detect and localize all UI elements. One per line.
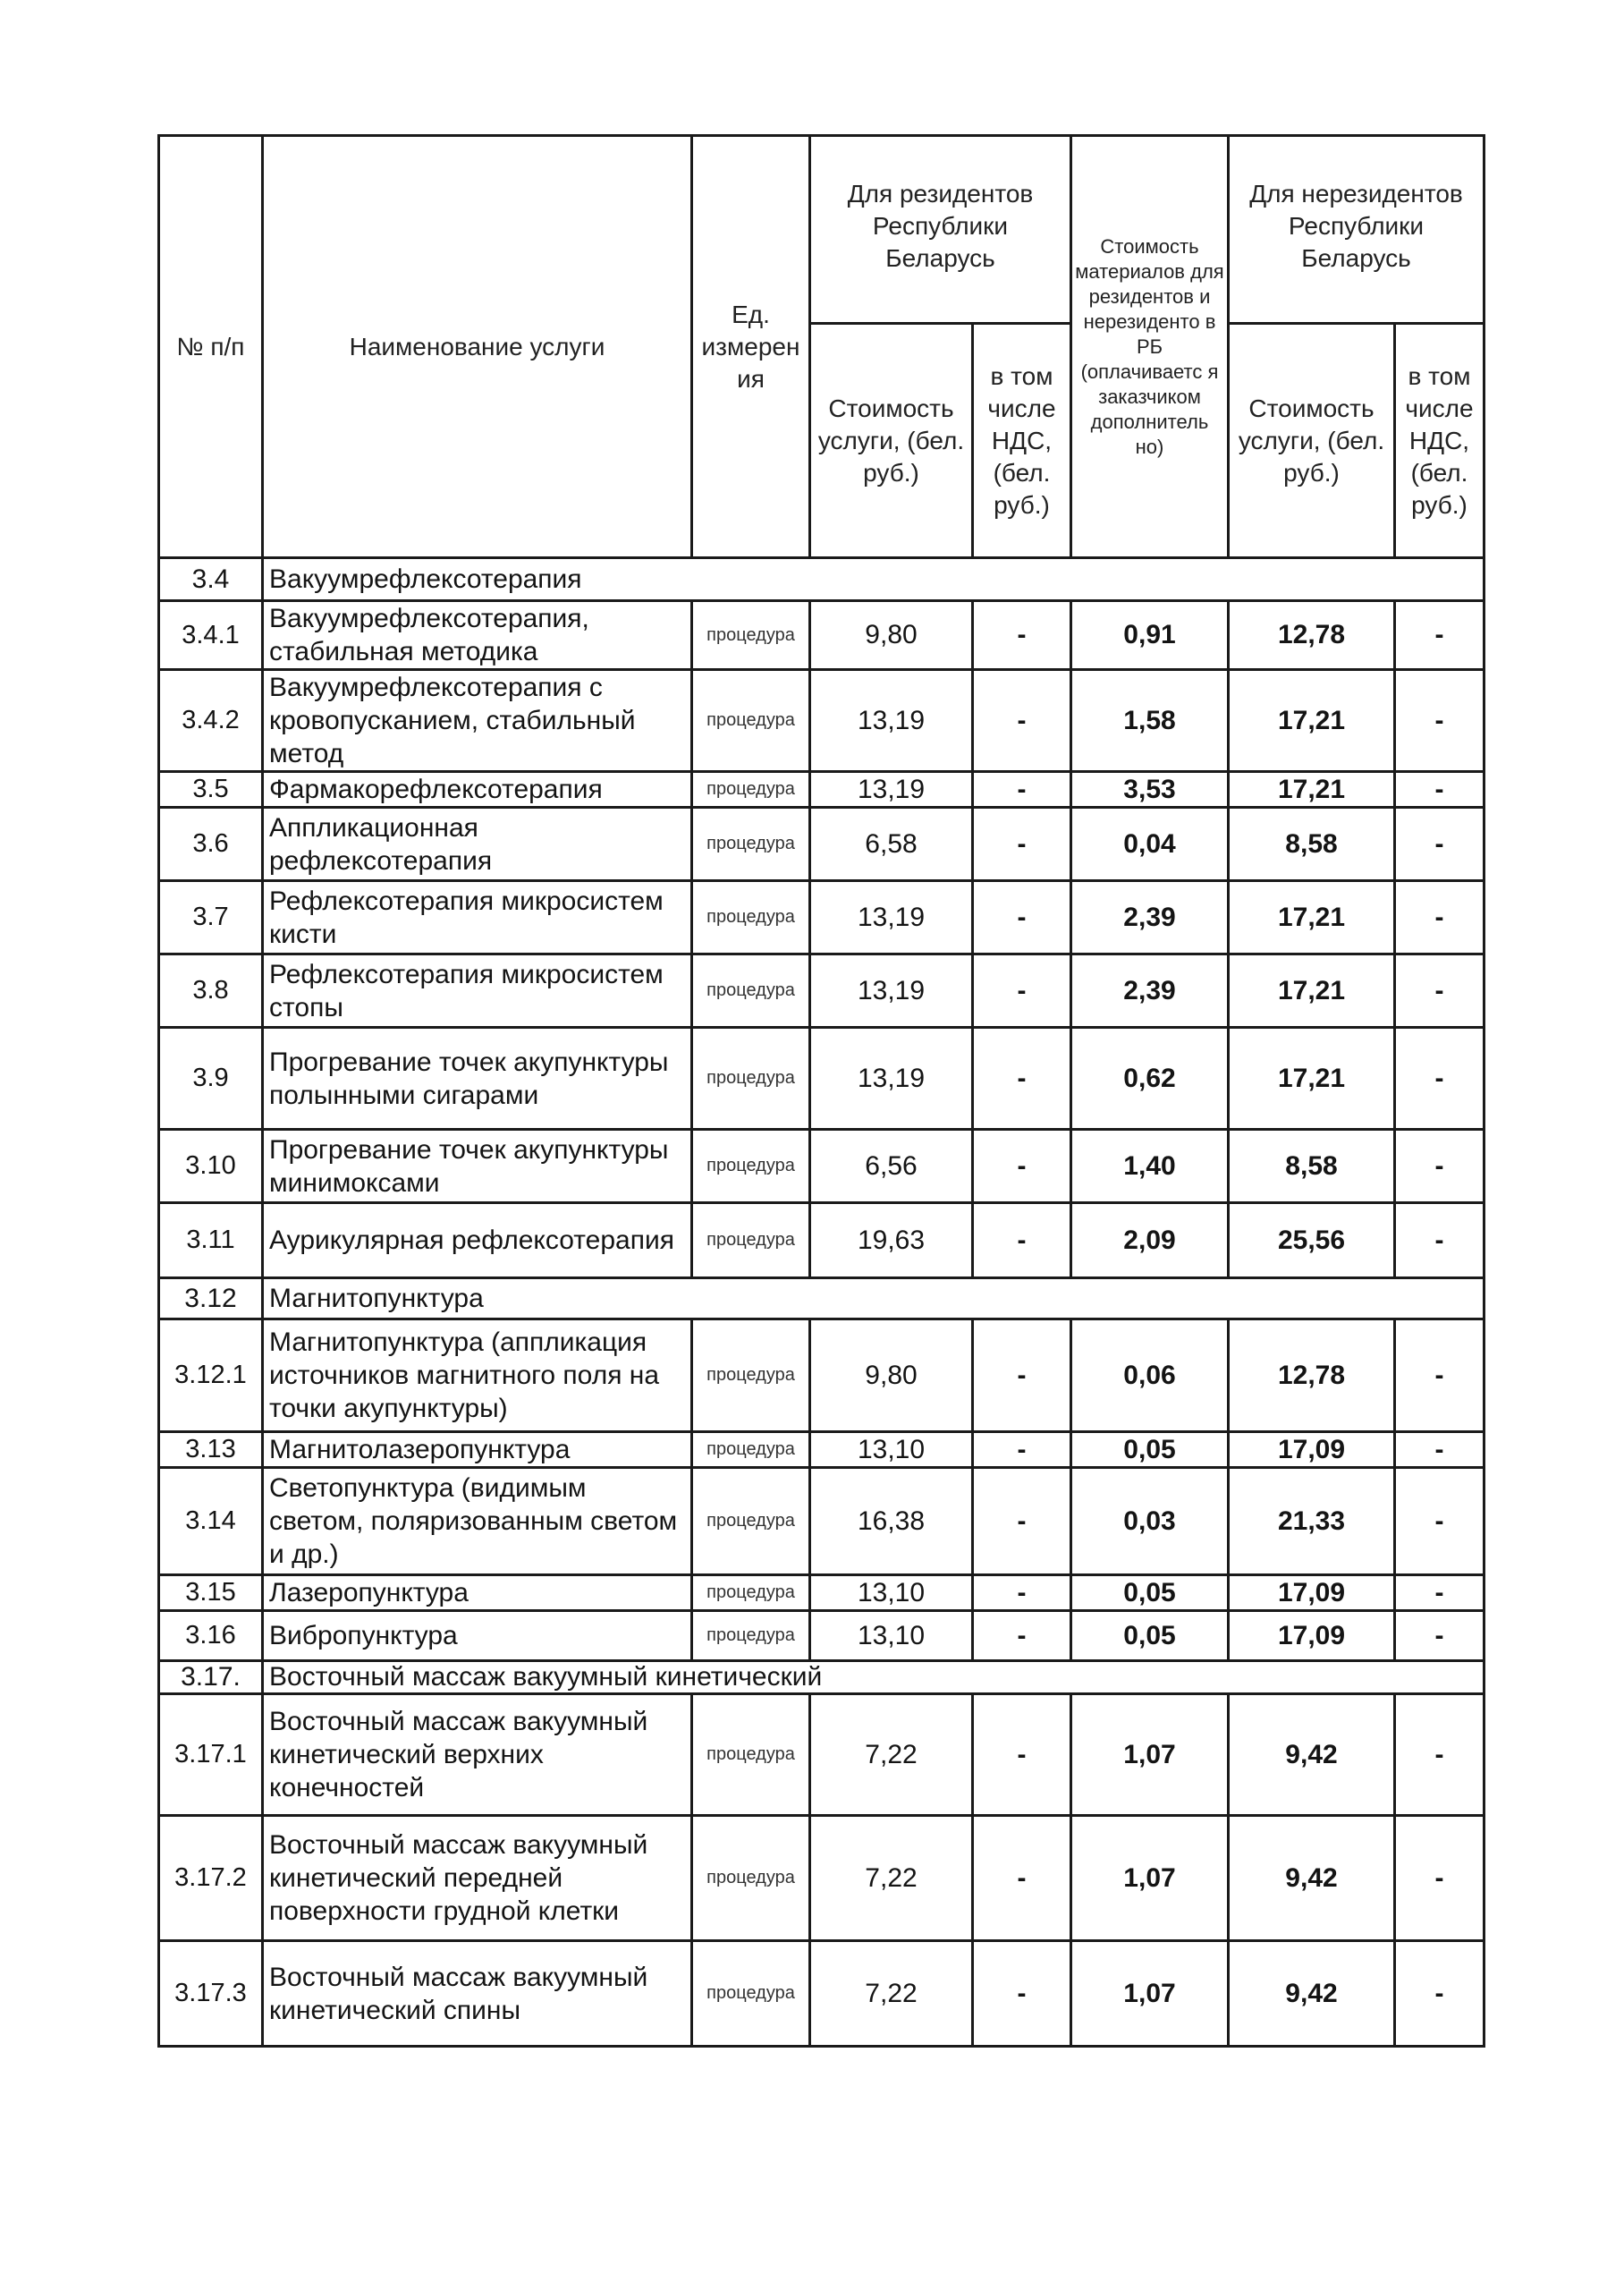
unit-cell: процедура xyxy=(692,954,810,1028)
price-cell: 9,80 xyxy=(810,1319,973,1432)
service-name: Светопунктура (видимым светом, поляризованным светом и др.) xyxy=(263,1468,692,1575)
materials-cell: 2,39 xyxy=(1071,881,1229,954)
vat-nonresident-cell: - xyxy=(1395,1611,1484,1661)
vat-nonresident-cell: - xyxy=(1395,1319,1484,1432)
vat-nonresident-cell: - xyxy=(1395,601,1484,670)
materials-cell: 1,07 xyxy=(1071,1694,1229,1816)
unit-cell: процедура xyxy=(692,1694,810,1816)
price-nonresident-cell: 25,56 xyxy=(1229,1203,1395,1278)
service-name: Рефлексотерапия микросистем кисти xyxy=(263,881,692,954)
price-cell: 13,10 xyxy=(810,1432,973,1468)
vat-nonresident-cell: - xyxy=(1395,1816,1484,1941)
price-nonresident-cell: 9,42 xyxy=(1229,1941,1395,2047)
price-cell: 6,58 xyxy=(810,808,973,881)
price-nonresident-cell: 9,42 xyxy=(1229,1694,1395,1816)
row-num: 3.11 xyxy=(159,1203,263,1278)
service-name: Восточный массаж вакуумный кинетический передней поверхности грудной клетки xyxy=(263,1816,692,1941)
vat-nonresident-cell: - xyxy=(1395,1203,1484,1278)
service-name: Восточный массаж вакуумный кинетический верхних конечностей xyxy=(263,1694,692,1816)
vat-cell: - xyxy=(973,1319,1071,1432)
vat-cell: - xyxy=(973,1941,1071,2047)
service-name: Восточный массаж вакуумный кинетический спины xyxy=(263,1941,692,2047)
price-nonresident-cell: 17,21 xyxy=(1229,881,1395,954)
vat-cell: - xyxy=(973,1575,1071,1611)
table-row xyxy=(159,772,1484,808)
price-cell: 16,38 xyxy=(810,1468,973,1575)
col-header-cost-nr: Стоимость услуги, (бел. руб.) xyxy=(1229,324,1395,558)
unit-cell: процедура xyxy=(692,1816,810,1941)
table-row xyxy=(159,1130,1484,1203)
materials-cell: 1,07 xyxy=(1071,1816,1229,1941)
price-nonresident-cell: 12,78 xyxy=(1229,601,1395,670)
vat-cell: - xyxy=(973,670,1071,772)
price-nonresident-cell: 17,09 xyxy=(1229,1575,1395,1611)
price-nonresident-cell: 17,21 xyxy=(1229,670,1395,772)
service-name: Прогревание точек акупунктуры минимоксами xyxy=(263,1130,692,1203)
table-row xyxy=(159,670,1484,772)
row-num: 3.6 xyxy=(159,808,263,881)
unit-cell: процедура xyxy=(692,1028,810,1130)
materials-cell: 0,91 xyxy=(1071,601,1229,670)
vat-cell: - xyxy=(973,601,1071,670)
vat-cell: - xyxy=(973,881,1071,954)
unit-cell: процедура xyxy=(692,1941,810,2047)
vat-cell: - xyxy=(973,808,1071,881)
materials-cell: 0,05 xyxy=(1071,1432,1229,1468)
unit-cell: процедура xyxy=(692,601,810,670)
col-header-unit: Ед. измерен ия xyxy=(692,136,810,558)
row-num: 3.4 xyxy=(159,558,263,601)
price-nonresident-cell: 21,33 xyxy=(1229,1468,1395,1575)
price-nonresident-cell: 8,58 xyxy=(1229,1130,1395,1203)
service-name: Вакуумрефлексотерапия, стабильная методика xyxy=(263,601,692,670)
section-title: Магнитопунктура xyxy=(263,1278,1484,1319)
price-table xyxy=(157,134,1485,2048)
vat-cell: - xyxy=(973,1694,1071,1816)
vat-nonresident-cell: - xyxy=(1395,1694,1484,1816)
vat-nonresident-cell: - xyxy=(1395,954,1484,1028)
materials-cell: 3,53 xyxy=(1071,772,1229,808)
price-nonresident-cell: 17,21 xyxy=(1229,1028,1395,1130)
section-row xyxy=(159,558,1484,601)
price-cell: 13,10 xyxy=(810,1611,973,1661)
table-row xyxy=(159,1203,1484,1278)
row-num: 3.8 xyxy=(159,954,263,1028)
price-table-sheet xyxy=(157,134,1483,2048)
materials-cell: 2,39 xyxy=(1071,954,1229,1028)
vat-nonresident-cell: - xyxy=(1395,1130,1484,1203)
col-header-vat-nr: в том числе НДС, (бел. руб.) xyxy=(1395,324,1484,558)
service-name: Рефлексотерапия микросистем стопы xyxy=(263,954,692,1028)
materials-cell: 0,04 xyxy=(1071,808,1229,881)
price-cell: 19,63 xyxy=(810,1203,973,1278)
row-num: 3.16 xyxy=(159,1611,263,1661)
row-num: 3.12.1 xyxy=(159,1319,263,1432)
table-row xyxy=(159,1575,1484,1611)
unit-cell: процедура xyxy=(692,1203,810,1278)
materials-cell: 2,09 xyxy=(1071,1203,1229,1278)
col-header-cost: Стоимость услуги, (бел. руб.) xyxy=(810,324,973,558)
row-num: 3.15 xyxy=(159,1575,263,1611)
vat-cell: - xyxy=(973,954,1071,1028)
unit-cell: процедура xyxy=(692,1575,810,1611)
price-nonresident-cell: 17,21 xyxy=(1229,772,1395,808)
col-header-name: Наименование услуги xyxy=(263,136,692,558)
materials-cell: 0,06 xyxy=(1071,1319,1229,1432)
vat-nonresident-cell: - xyxy=(1395,881,1484,954)
service-name: Прогревание точек акупунктуры полынными сигарами xyxy=(263,1028,692,1130)
service-name: Магнитопунктура (аппликация источников магнитного поля на точки акупунктуры) xyxy=(263,1319,692,1432)
price-cell: 9,80 xyxy=(810,601,973,670)
materials-cell: 0,05 xyxy=(1071,1575,1229,1611)
unit-cell: процедура xyxy=(692,1468,810,1575)
table-row xyxy=(159,1941,1484,2047)
section-title: Вакуумрефлексотерапия xyxy=(263,558,1484,601)
vat-cell: - xyxy=(973,1203,1071,1278)
materials-cell: 0,05 xyxy=(1071,1611,1229,1661)
materials-cell: 1,07 xyxy=(1071,1941,1229,2047)
row-num: 3.12 xyxy=(159,1278,263,1319)
unit-cell: процедура xyxy=(692,1130,810,1203)
service-name: Вакуумрефлексотерапия с кровопусканием, стабильный метод xyxy=(263,670,692,772)
col-header-num: № п/п xyxy=(159,136,263,558)
row-num: 3.10 xyxy=(159,1130,263,1203)
table-row xyxy=(159,1432,1484,1468)
vat-nonresident-cell: - xyxy=(1395,808,1484,881)
row-num: 3.17.1 xyxy=(159,1694,263,1816)
table-row xyxy=(159,808,1484,881)
price-cell: 6,56 xyxy=(810,1130,973,1203)
vat-cell: - xyxy=(973,1816,1071,1941)
section-row xyxy=(159,1661,1484,1694)
unit-cell: процедура xyxy=(692,670,810,772)
price-nonresident-cell: 17,21 xyxy=(1229,954,1395,1028)
table-row xyxy=(159,601,1484,670)
unit-cell: процедура xyxy=(692,881,810,954)
row-num: 3.4.2 xyxy=(159,670,263,772)
table-row xyxy=(159,1611,1484,1661)
col-header-nonresidents: Для нерезидентов Республики Беларусь xyxy=(1229,136,1484,324)
service-name: Фармакорефлексотерапия xyxy=(263,772,692,808)
vat-nonresident-cell: - xyxy=(1395,670,1484,772)
col-header-vat: в том числе НДС, (бел. руб.) xyxy=(973,324,1071,558)
table-row xyxy=(159,954,1484,1028)
vat-cell: - xyxy=(973,1130,1071,1203)
price-nonresident-cell: 12,78 xyxy=(1229,1319,1395,1432)
materials-cell: 1,58 xyxy=(1071,670,1229,772)
vat-nonresident-cell: - xyxy=(1395,772,1484,808)
unit-cell: процедура xyxy=(692,1319,810,1432)
vat-nonresident-cell: - xyxy=(1395,1468,1484,1575)
vat-cell: - xyxy=(973,1611,1071,1661)
service-name: Лазеропунктура xyxy=(263,1575,692,1611)
vat-cell: - xyxy=(973,772,1071,808)
unit-cell: процедура xyxy=(692,1611,810,1661)
price-cell: 13,19 xyxy=(810,772,973,808)
price-nonresident-cell: 9,42 xyxy=(1229,1816,1395,1941)
row-num: 3.14 xyxy=(159,1468,263,1575)
table-header-row-1 xyxy=(159,136,1484,324)
row-num: 3.9 xyxy=(159,1028,263,1130)
price-nonresident-cell: 8,58 xyxy=(1229,808,1395,881)
materials-cell: 1,40 xyxy=(1071,1130,1229,1203)
table-row xyxy=(159,881,1484,954)
price-cell: 13,19 xyxy=(810,1028,973,1130)
price-cell: 13,19 xyxy=(810,670,973,772)
service-name: Аппликационная рефлексотерапия xyxy=(263,808,692,881)
table-row xyxy=(159,1694,1484,1816)
table-row xyxy=(159,1028,1484,1130)
price-cell: 7,22 xyxy=(810,1941,973,2047)
col-header-residents: Для резидентов Республики Беларусь xyxy=(810,136,1071,324)
unit-cell: процедура xyxy=(692,1432,810,1468)
row-num: 3.17.2 xyxy=(159,1816,263,1941)
vat-cell: - xyxy=(973,1028,1071,1130)
vat-nonresident-cell: - xyxy=(1395,1028,1484,1130)
row-num: 3.7 xyxy=(159,881,263,954)
vat-cell: - xyxy=(973,1468,1071,1575)
section-title: Восточный массаж вакуумный кинетический xyxy=(263,1661,1484,1694)
price-nonresident-cell: 17,09 xyxy=(1229,1611,1395,1661)
price-cell: 13,10 xyxy=(810,1575,973,1611)
unit-cell: процедура xyxy=(692,772,810,808)
col-header-materials: Стоимость материалов для резидентов и нерезиденто в РБ (оплачиваетс я заказчиком дополнитель но) xyxy=(1071,136,1229,558)
table-row xyxy=(159,1468,1484,1575)
service-name: Вибропунктура xyxy=(263,1611,692,1661)
vat-nonresident-cell: - xyxy=(1395,1432,1484,1468)
materials-cell: 0,03 xyxy=(1071,1468,1229,1575)
row-num: 3.5 xyxy=(159,772,263,808)
row-num: 3.17.3 xyxy=(159,1941,263,2047)
section-row xyxy=(159,1278,1484,1319)
row-num: 3.13 xyxy=(159,1432,263,1468)
table-row xyxy=(159,1319,1484,1432)
price-cell: 13,19 xyxy=(810,881,973,954)
unit-cell: процедура xyxy=(692,808,810,881)
row-num: 3.4.1 xyxy=(159,601,263,670)
materials-cell: 0,62 xyxy=(1071,1028,1229,1130)
row-num: 3.17. xyxy=(159,1661,263,1694)
price-nonresident-cell: 17,09 xyxy=(1229,1432,1395,1468)
vat-cell: - xyxy=(973,1432,1071,1468)
price-cell: 7,22 xyxy=(810,1694,973,1816)
vat-nonresident-cell: - xyxy=(1395,1575,1484,1611)
table-row xyxy=(159,1816,1484,1941)
service-name: Магнитолазеропунктура xyxy=(263,1432,692,1468)
service-name: Аурикулярная рефлексотерапия xyxy=(263,1203,692,1278)
price-cell: 7,22 xyxy=(810,1816,973,1941)
vat-nonresident-cell: - xyxy=(1395,1941,1484,2047)
price-cell: 13,19 xyxy=(810,954,973,1028)
